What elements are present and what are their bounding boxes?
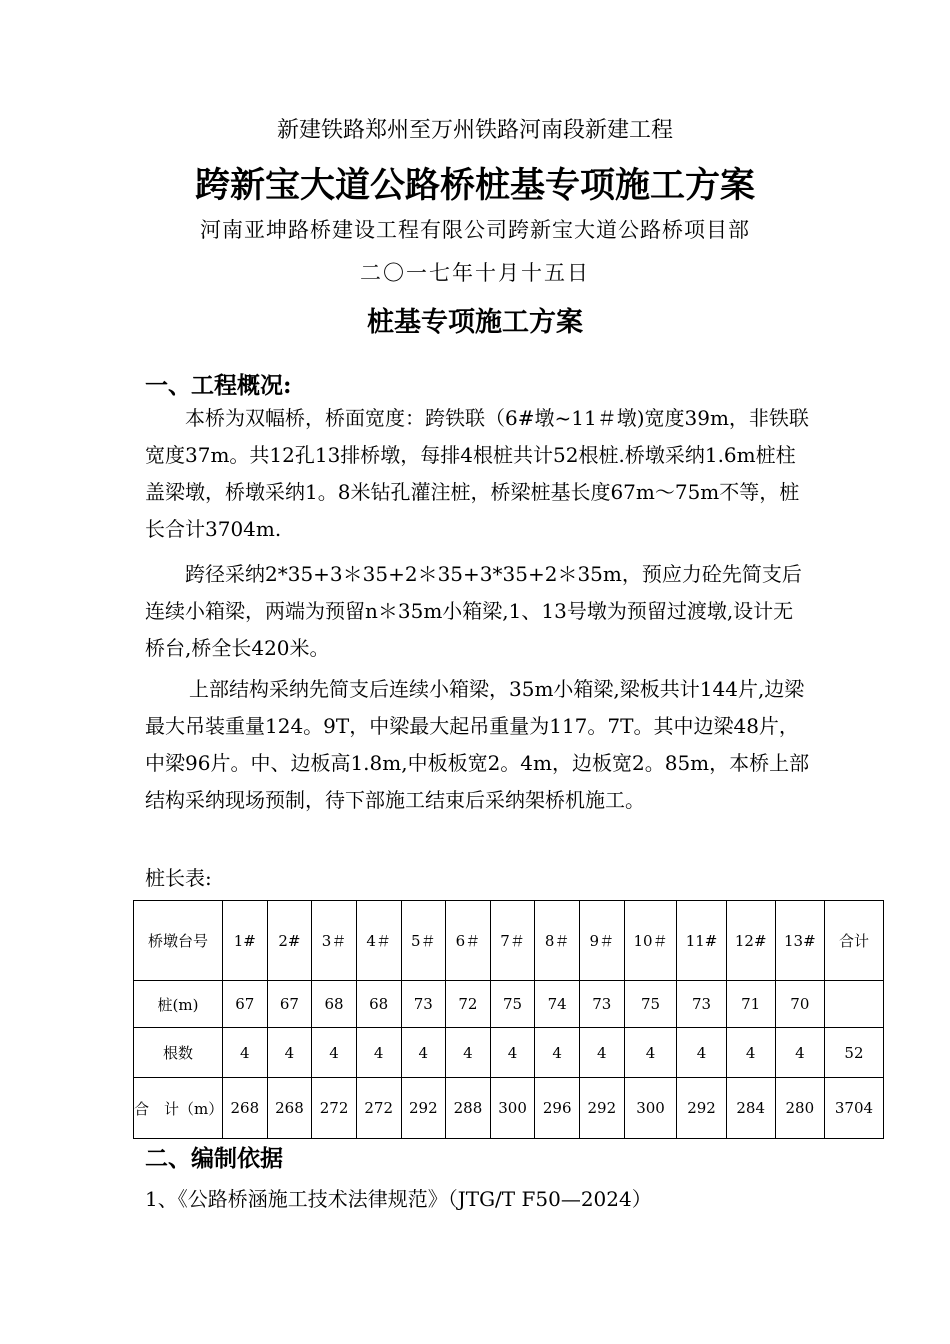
- row-header-pier: 桥墩台号: [134, 901, 223, 981]
- pier-cell: 6＃: [446, 901, 491, 981]
- count-cell: 4: [580, 1028, 625, 1078]
- total-cell: 292: [677, 1078, 726, 1139]
- length-cell: 67: [267, 981, 312, 1028]
- total-cell: 268: [267, 1078, 312, 1139]
- total-cell: 272: [312, 1078, 357, 1139]
- count-cell: 4: [356, 1028, 401, 1078]
- pier-cell: 2#: [267, 901, 312, 981]
- length-cell: 73: [677, 981, 726, 1028]
- row-header-length: 桩(m): [134, 981, 223, 1028]
- count-cell: 4: [490, 1028, 535, 1078]
- document-date: 二〇一七年十月十五日: [360, 261, 590, 285]
- total-cell: 272: [356, 1078, 401, 1139]
- total-cell: 288: [446, 1078, 491, 1139]
- section-heading-basis: 二、编制依据: [145, 1145, 283, 1172]
- pier-cell: 12#: [726, 901, 775, 981]
- row-header-count: 根数: [134, 1028, 223, 1078]
- basis-item-1: 1、《公路桥涵施工技术法律规范》（JTG/T F50—2024）: [145, 1187, 652, 1211]
- count-cell: 4: [267, 1028, 312, 1078]
- section-heading-overview: 一、工程概况:: [145, 372, 292, 399]
- pier-cell: 13#: [775, 901, 824, 981]
- count-cell: 4: [624, 1028, 677, 1078]
- count-cell: 4: [401, 1028, 446, 1078]
- length-cell: 68: [356, 981, 401, 1028]
- total-cell: 292: [580, 1078, 625, 1139]
- pier-cell: 1#: [223, 901, 268, 981]
- total-cell: 3704: [824, 1078, 883, 1139]
- table-row-pier-numbers: [134, 901, 884, 981]
- row-header-total: 合 计（m）: [134, 1078, 223, 1139]
- table-row-pile-count: [134, 1028, 884, 1078]
- length-cell: 75: [624, 981, 677, 1028]
- table-row-total-length: [134, 1078, 884, 1139]
- length-cell: 73: [401, 981, 446, 1028]
- total-cell: 268: [223, 1078, 268, 1139]
- count-cell: 4: [446, 1028, 491, 1078]
- count-cell: 4: [312, 1028, 357, 1078]
- length-cell: 70: [775, 981, 824, 1028]
- total-cell: 280: [775, 1078, 824, 1139]
- total-cell: 300: [624, 1078, 677, 1139]
- count-cell: 52: [824, 1028, 883, 1078]
- overview-paragraph-2: 跨径采纳2*35+3＊35+2＊35+3*35+2＊35m，预应力砼先简支后连续小箱梁，两端为预留n＊35m小箱梁,1、13号墩为预留过渡墩,设计无桥台,桥全长420米。: [145, 562, 802, 660]
- length-cell: 73: [580, 981, 625, 1028]
- table-row-pile-length: [134, 981, 884, 1028]
- overview-paragraph-3: 上部结构采纳先简支后连续小箱梁，35m小箱梁,梁板共计144片,边梁最大吊装重量124。9T，中梁最大起吊重量为117。7T。其中边梁48片，中梁96片。中、边板高1.8m,中板板宽2。4m，边板宽2。85m，本桥上部结构采纳现场预制，待下部施工结束后采纳架桥机施工。: [145, 677, 810, 812]
- organization-name: 河南亚坤路桥建设工程有限公司跨新宝大道公路桥项目部: [200, 218, 750, 242]
- count-cell: 4: [535, 1028, 580, 1078]
- pile-length-table: [133, 900, 884, 1139]
- length-cell: 71: [726, 981, 775, 1028]
- pier-cell: 7＃: [490, 901, 535, 981]
- count-cell: 4: [775, 1028, 824, 1078]
- total-cell: 284: [726, 1078, 775, 1139]
- table-label: 桩长表:: [145, 866, 212, 890]
- document-title: 跨新宝大道公路桥桩基专项施工方案: [194, 165, 755, 206]
- total-cell: 292: [401, 1078, 446, 1139]
- length-cell: 72: [446, 981, 491, 1028]
- project-subtitle: 新建铁路郑州至万州铁路河南段新建工程: [276, 118, 673, 143]
- pier-cell: 9＃: [580, 901, 625, 981]
- pier-total-header: 合计: [824, 901, 883, 981]
- length-cell: 67: [223, 981, 268, 1028]
- pier-cell: 11#: [677, 901, 726, 981]
- total-cell: 300: [490, 1078, 535, 1139]
- count-cell: 4: [223, 1028, 268, 1078]
- total-cell: 296: [535, 1078, 580, 1139]
- pier-cell: 8＃: [535, 901, 580, 981]
- count-cell: 4: [726, 1028, 775, 1078]
- pier-cell: 3＃: [312, 901, 357, 981]
- length-cell: [824, 981, 883, 1028]
- pier-cell: 4＃: [356, 901, 401, 981]
- length-cell: 68: [312, 981, 357, 1028]
- length-cell: 75: [490, 981, 535, 1028]
- length-cell: 74: [535, 981, 580, 1028]
- pier-cell: 5＃: [401, 901, 446, 981]
- plan-title: 桩基专项施工方案: [367, 307, 583, 338]
- pier-cell: 10＃: [624, 901, 677, 981]
- count-cell: 4: [677, 1028, 726, 1078]
- overview-paragraph-1: 本桥为双幅桥，桥面宽度：跨铁联（6#墩~11＃墩)宽度39m，非铁联宽度37m。共12孔13排桥墩，每排4根桩共计52根桩.桥墩采纳1.6m桩柱盖梁墩，桥墩采纳1。8米钻孔灌注桩，桥梁桩基长度67m～75m不等，桩长合计3704m.: [145, 406, 809, 541]
